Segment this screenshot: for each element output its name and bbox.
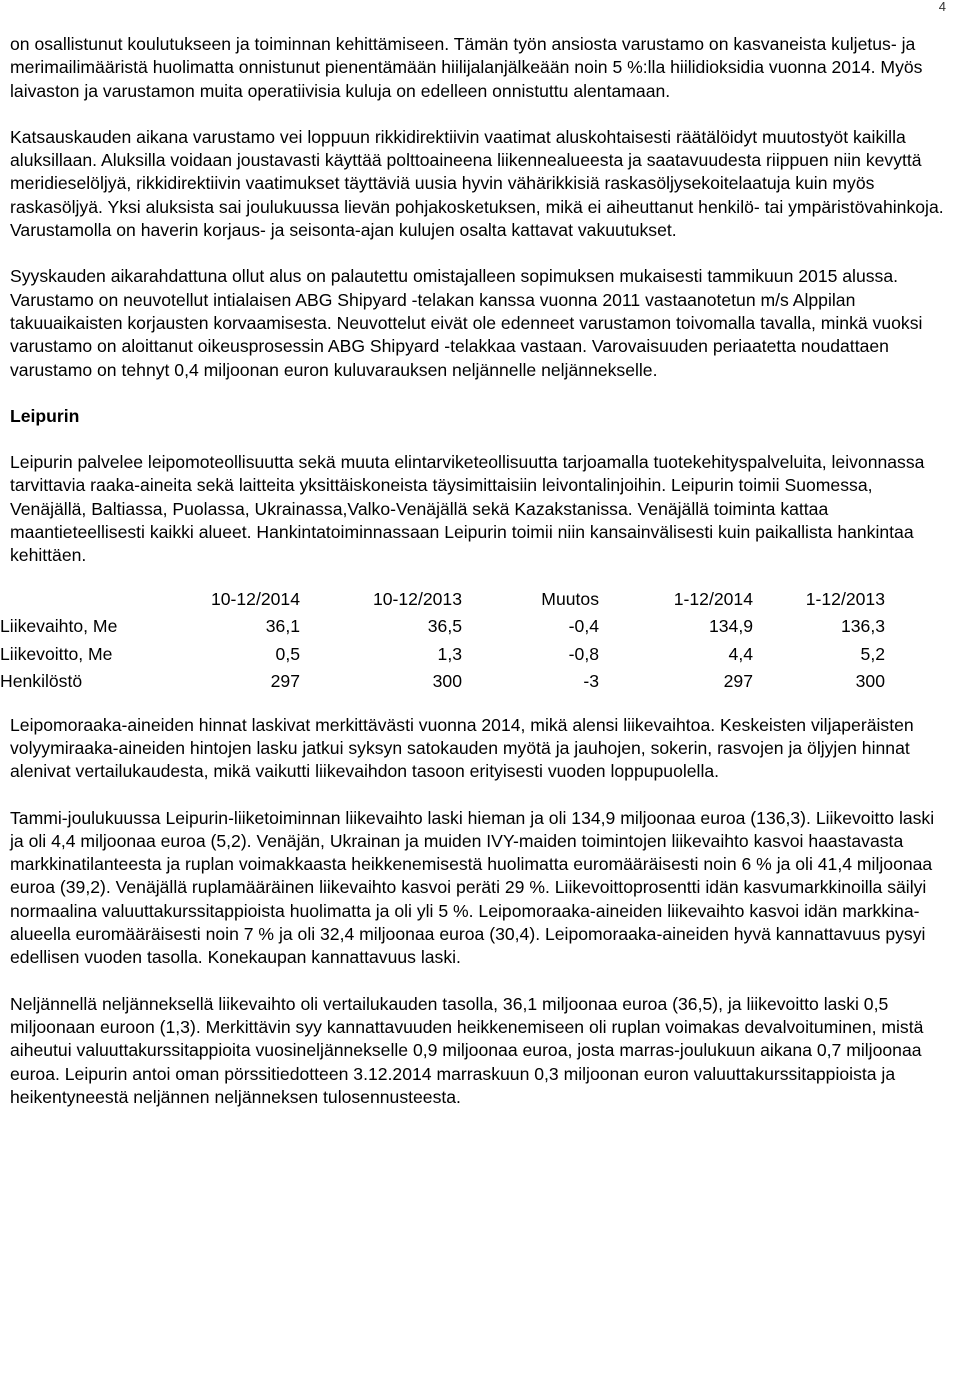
table-cell: 300 (432, 671, 462, 692)
paragraph: Leipomoraaka-aineiden hinnat laskivat merkittävästi vuonna 2014, mikä alensi liikevaihtoa. Keskeisten viljaperäisten volyymiraaka-aineiden hintojen lasku jatkui syksyn satokauden myötä ja jauhojen, sokerin, rasvojen ja öljyjen hinnat alenivat vertailukaudesta, mikä vaikutti liikevaihdon tasoon erityisesti vuoden loppupuolella. (10, 714, 914, 782)
table-header-cell (0, 586, 156, 614)
table-cell: 297 (270, 671, 300, 692)
row-label: Liikevaihto, Me (0, 616, 118, 637)
table-row (0, 613, 885, 641)
page-number: 4 (938, 0, 946, 14)
table-header-cell: 1-12/2013 (805, 588, 885, 609)
paragraph: Neljännellä neljänneksellä liikevaihto oli vertailukauden tasolla, 36,1 miljoonaa euroa (36,5), ja liikevoitto laski 0,5 miljoonaan euroon (1,3). Merkittävin syy kannattavuuden heikkenemiseen oli ruplan voimakas devalvoituminen, mistä aiheutui valuuttakurssitappioita vuosineljännekselle 0,9 miljoonaa euroa, josta marras-joulukuun aikana 0,7 miljoonaa euroa. Leipurin antoi oman pörssitiedotteen 3.12.2014 marraskuun 0,3 miljoonan euron valuuttakurssitappioista ja heikentyneestä neljännen neljänneksen tulosennusteesta. (10, 993, 924, 1107)
table-header-cell: 1-12/2014 (673, 588, 753, 609)
row-label: Liikevoitto, Me (0, 643, 113, 664)
table-cell: 0,5 (275, 643, 300, 664)
paragraph: on osallistunut koulutukseen ja toiminnan kehittämiseen. Tämän työn ansiosta varustamo on kasvaneista kuljetus- ja merimailimääristä huolimatta onnistunut pienentämään hiilijalanjälkeään noin 5 %:lla hiilidioksidia vuonna 2014. Myös laivaston ja varustamon muita operatiivisia kuluja on edelleen onnistuttu alentamaan. (10, 34, 923, 101)
paragraph: Syyskauden aikarahdattuna ollut alus on palautettu omistajalleen sopimuksen mukaisesti tammikuun 2015 alussa. Varustamo on neuvotellut intialaisen ABG Shipyard -telakan kanssa vuonna 2011 vastaanotetun m/s Alppilan takuuaikaisten korjausten korvaamisesta. Neuvottelut eivät ole edenneet varustamon toivomalla tavalla, minkä vuoksi varustamo on aloittanut oikeusprosessin ABG Shipyard -telakkaa vastaan. Varovaisuuden periaatetta noudattaen varustamo on tehnyt 0,4 miljoonan euron kuluvarauksen neljännelle neljännekselle. (10, 266, 923, 380)
table-header-cell: 10-12/2013 (372, 588, 462, 609)
table-cell: 36,5 (427, 616, 462, 637)
table-cell: 36,1 (265, 616, 300, 637)
table-row (0, 641, 885, 669)
table-cell: 5,2 (860, 643, 885, 664)
table-cell: 297 (723, 671, 753, 692)
row-label: Henkilöstö (0, 671, 83, 692)
table-row (0, 668, 885, 696)
paragraph: Tammi-joulukuussa Leipurin-liiketoiminnan liikevaihto laski hieman ja oli 134,9 miljoonaa euroa (136,3). Liikevoitto laski ja oli 4,4 miljoonaa euroa (5,2). Venäjän, Ukrainan ja muiden IVY-maiden toimintojen liikevaihto kasvoi haastavasta markkinatilanteesta ja ruplan voimakkaasta heikkenemisestä huolimatta euromääräisesti noin 6 % ja oli 41,4 miljoonaa euroa (39,2). Venäjällä ruplamääräinen liikevaihto kasvoi peräti 29 %. Liikevoittoprosentti idän kasvumarkkinoilla säilyi normaalina valuuttakurssitappioista huolimatta ja oli yli 5 %. Leipomoraaka-aineiden liikevaihto kasvoi idän markkina-alueella euromääräisesti noin 7 % ja oli 32,4 miljoonaa euroa (30,4). Leipomoraaka-aineiden hyvä kannattavuus pysyi edellisen vuoden tasolla. Konekaupan kannattavuus laski. (10, 807, 935, 968)
document-body (0, 33, 950, 1109)
table-header-row (0, 586, 885, 614)
table-cell: -3 (583, 671, 599, 692)
table-cell: 300 (855, 671, 885, 692)
paragraph: Katsauskauden aikana varustamo vei loppuun rikkidirektiivin vaatimat aluskohtaisesti räätälöidyt muutostyöt kaikilla aluksillaan. Aluksilla voidaan joustavasti käyttää polttoaineena liikennealueesta ja saatavuudesta riippuen niin kevyttä meridieselöljyä, rikkidirektiivin vaatimukset täyttäviä uusia hyvin vähärikkisiä raskasöljysekoitelaatuja kuin myös raskasöljyä. Yksi aluksista sai joulukuussa lievän pohjakosketuksen, mikä ei aiheuttanut henkilö- tai ympäristövahinkoja. Varustamolla on haverin korjaus- ja seisonta-ajan kulujen osalta kattavat vakuutukset. (10, 126, 944, 241)
financial-table (0, 586, 885, 696)
table-cell: 1,3 (437, 643, 462, 664)
table-cell: 136,3 (840, 616, 885, 637)
table-cell: -0,4 (568, 616, 599, 637)
table-header-cell: Muutos (541, 588, 599, 609)
section-intro: Leipurin palvelee leipomoteollisuutta sekä muuta elintarviketeollisuutta tarjoamalla tuotekehityspalveluita, leivonnassa tarvittavia raaka-aineita sekä laitteita yksittäiskoneista täysimittaisiin leivontalinjoihin. Leipurin toimii Suomessa, Venäjällä, Baltiassa, Puolassa, Ukrainassa,Valko-Venäjällä sekä Kazakstanissa. Venäjällä toiminta kattaa maantieteellisesti kaikki alueet. Hankintatoiminnassaan Leipurin toimii niin kansainvälisesti kuin paikallista hankintaa kehittäen. (10, 452, 925, 566)
table-cell: 4,4 (728, 643, 753, 664)
table-header-cell: 10-12/2014 (210, 588, 300, 609)
table-cell: 134,9 (708, 616, 753, 637)
table-cell: -0,8 (568, 643, 599, 664)
section-heading: Leipurin (10, 405, 80, 426)
